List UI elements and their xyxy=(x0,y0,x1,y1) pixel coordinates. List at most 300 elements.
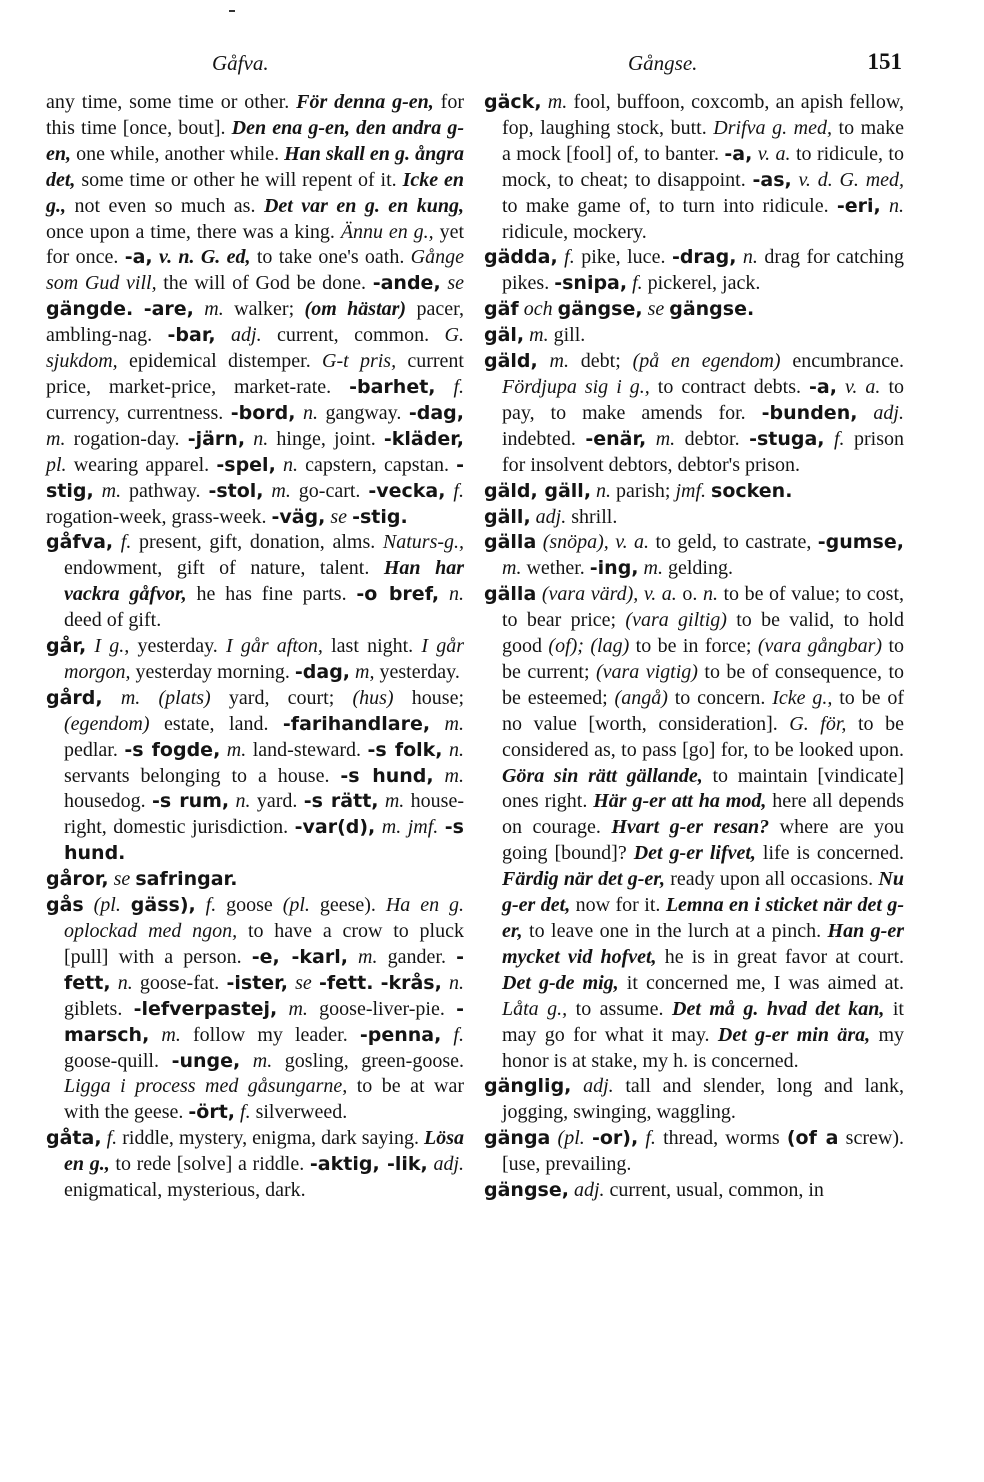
italic-text: f. xyxy=(101,1127,118,1150)
example-phrase: Göra sin rätt gällande, xyxy=(502,764,703,787)
italic-text: v. a. xyxy=(752,142,791,165)
definition-text: to be current; xyxy=(502,635,905,683)
italic-text: m. xyxy=(149,1023,181,1046)
definition-text: to be considered as, to pass [go] for, to be looked upon. xyxy=(502,712,904,761)
italic-text: m. xyxy=(347,945,378,968)
italic-text: n. xyxy=(441,971,464,994)
headword: -eri, xyxy=(836,194,881,217)
definition-text: go-cart. xyxy=(290,479,369,502)
headword: -s folk, xyxy=(367,738,443,761)
italic-text: G. sjukdom, xyxy=(46,324,464,373)
dictionary-entry xyxy=(484,245,904,297)
definition-text: to maintain [vindicate] ones right. xyxy=(502,764,904,813)
italic-text: f. xyxy=(441,1023,464,1046)
definition-text: giblets. xyxy=(64,997,134,1020)
italic-text: I går afton, xyxy=(225,635,323,658)
italic-text: n. xyxy=(880,194,905,217)
headword: -snipa, xyxy=(554,272,628,295)
headword: -as, xyxy=(752,168,792,191)
headword: -o bref, xyxy=(356,583,440,606)
definition-text xyxy=(133,298,143,320)
definition-text: geese). xyxy=(309,894,386,917)
definition-text: gelding. xyxy=(662,557,733,580)
definition-text: current, usual, common, in xyxy=(604,1179,824,1202)
headword: -bar, xyxy=(167,324,216,347)
headword: gäl, xyxy=(484,324,525,347)
headword: -väg, xyxy=(271,505,326,528)
italic-text: se xyxy=(642,298,670,321)
headword: gängse, xyxy=(557,298,643,321)
dictionary-entry xyxy=(484,297,904,323)
italic-text: m. xyxy=(220,738,247,761)
headword: -vecka, xyxy=(368,479,446,502)
italic-text: och xyxy=(518,298,558,321)
dictionary-entry xyxy=(484,323,904,349)
headword: gåfva, xyxy=(46,531,114,554)
definition-text: to contract debts. xyxy=(649,375,810,398)
definition-text: debtor. xyxy=(675,427,750,450)
example-phrase: Det g-de mig, xyxy=(502,971,619,994)
italic-text: (egendom) xyxy=(64,712,150,735)
italic-text: m. xyxy=(277,997,308,1020)
headword: -a, xyxy=(124,246,153,269)
italic-text: (angå) xyxy=(614,686,668,709)
definition-text: pacer, ambling-nag. xyxy=(46,298,464,347)
italic-text: adj. xyxy=(215,324,262,347)
dictionary-entry xyxy=(484,505,904,531)
definition-text: to assume. xyxy=(567,997,673,1020)
italic-text: se xyxy=(325,505,353,528)
definition-text: yesterday. xyxy=(129,635,226,658)
definition-text: to take one's oath. xyxy=(250,246,411,269)
headword: -or), xyxy=(591,1127,639,1150)
headword: gänglig, xyxy=(484,1075,572,1098)
italic-text: G. för, xyxy=(789,712,847,735)
definition-text: last night. xyxy=(322,635,422,658)
italic-text: (vara giltig) xyxy=(625,609,727,632)
example-phrase: För denna g-en, xyxy=(296,91,434,113)
example-phrase: Det g-er min ära, xyxy=(717,1023,871,1046)
definition-text: screw). [use, prevailing. xyxy=(502,1127,904,1176)
italic-text: (plats) xyxy=(158,686,211,709)
definition-text: yesterday morning. xyxy=(130,660,295,683)
headword: -marsch, xyxy=(64,997,464,1046)
italic-text: f. xyxy=(435,375,464,398)
headword: -bunden, xyxy=(761,401,858,424)
italic-text: v. a. xyxy=(836,375,881,398)
italic-text: m. xyxy=(378,790,405,813)
headword: gård, xyxy=(46,686,103,709)
headword: -aktig, -lik, xyxy=(309,1153,428,1176)
definition-text: housedog. xyxy=(64,790,153,813)
italic-text: m. xyxy=(46,427,66,450)
italic-text: m. xyxy=(240,1049,273,1072)
headword: socken. xyxy=(711,479,793,502)
headword: gäld, gäll, xyxy=(484,479,592,502)
definition-text: to make game of, to turn into ridicule. xyxy=(502,194,837,217)
dictionary-entry xyxy=(46,634,464,686)
italic-text: Gånge som Gud vill, xyxy=(46,246,464,295)
headword: -dag, xyxy=(408,401,465,424)
italic-text: n. xyxy=(439,583,464,606)
dictionary-entry xyxy=(46,1126,464,1204)
right-running-head: Gångse. xyxy=(628,51,698,75)
definition-text: to leave one in the lurch at a pinch. xyxy=(522,920,828,942)
italic-text: m. xyxy=(193,298,224,321)
italic-text: n. xyxy=(591,479,612,502)
headword: gälla xyxy=(484,583,537,606)
definition-text: to make a mock [fool] of, to banter. xyxy=(502,116,904,165)
headword: -krås, xyxy=(380,971,442,994)
italic-text: m. xyxy=(638,557,663,580)
italic-text: m, xyxy=(350,660,375,683)
italic-text: n. xyxy=(110,971,133,994)
italic-text: (pl. xyxy=(83,894,131,917)
italic-text: n. xyxy=(275,453,298,476)
definition-text: goose-liver-pie. xyxy=(307,997,457,1020)
italic-text: I g., xyxy=(86,635,130,658)
dictionary-entry xyxy=(46,686,464,867)
example-phrase: Han skall en g. ångra det, xyxy=(46,142,465,191)
italic-text: Ännu en g., xyxy=(340,220,434,243)
dictionary-entry xyxy=(46,867,464,893)
definition-text: yesterday. xyxy=(374,660,460,683)
definition-text: house-right, domestic jurisdiction. xyxy=(64,790,464,839)
italic-text: Naturs-g., xyxy=(382,531,465,554)
headword: -s hund, xyxy=(340,764,434,787)
headword: gängse. xyxy=(669,298,755,321)
dictionary-entry xyxy=(484,582,904,1074)
italic-text: (hus) xyxy=(352,686,394,709)
headword: -dag, xyxy=(294,660,351,683)
italic-text: m. xyxy=(502,557,522,580)
definition-text: ready upon all occasions. xyxy=(665,868,879,891)
definition-text: yard. xyxy=(250,790,304,813)
headword: gänga xyxy=(484,1127,551,1150)
example-phrase: Lemna en i sticket när det g-er, xyxy=(502,894,904,942)
italic-text: Ha en g. oplockad med ngon, xyxy=(64,894,464,942)
italic-text: G-t pris, xyxy=(322,350,397,373)
definition-text: rogation-day. xyxy=(65,427,188,450)
italic-text: (snöpa), xyxy=(536,531,609,554)
italic-text: se xyxy=(287,971,319,994)
headword: safringar. xyxy=(135,868,238,891)
definition-text: to have a crow to pluck [pull] with a person. xyxy=(64,920,464,968)
headword: -drag, xyxy=(671,246,737,269)
headword: (of a xyxy=(786,1127,839,1150)
definition-text: wether. xyxy=(521,557,590,580)
definition-text: silverweed. xyxy=(250,1101,348,1124)
dictionary-entry xyxy=(46,90,464,530)
headword: -a, xyxy=(809,375,837,398)
dictionary-entry xyxy=(484,530,904,582)
definition-text: current price, market-price, market-rate. xyxy=(46,350,464,398)
italic-text: m. xyxy=(263,479,291,502)
headword: -fett, xyxy=(64,945,464,994)
italic-text: m. xyxy=(646,427,676,450)
headword: gåror, xyxy=(46,868,109,891)
italic-text: m. xyxy=(541,91,568,113)
italic-text: n. xyxy=(295,401,318,424)
definition-text: here all depends on courage. xyxy=(502,790,904,839)
definition-text: riddle, mystery, enigma, dark saying. xyxy=(117,1127,425,1150)
definition-text: it may go for what it may. xyxy=(502,997,904,1046)
definition-text: life is concerned. xyxy=(755,842,904,865)
definition-text: deed of gift. xyxy=(64,609,162,632)
definition-text: one while, another while. xyxy=(71,142,285,165)
italic-text: (vara vigtig) xyxy=(595,660,698,683)
headword: -spel, xyxy=(216,453,276,476)
italic-text: n. xyxy=(736,246,758,269)
definition-text: yet for once. xyxy=(46,220,465,269)
definition-text: pedlar. xyxy=(64,738,125,761)
definition-text xyxy=(140,687,158,709)
definition-text: yard, court; xyxy=(210,686,353,709)
italic-text: f. xyxy=(627,272,643,295)
headword: -stig, xyxy=(46,453,465,502)
italic-text: m. xyxy=(524,324,549,347)
definition-text: gander. xyxy=(377,945,457,968)
dictionary-entry xyxy=(484,349,904,479)
headword: -s rätt, xyxy=(303,790,379,813)
example-phrase: Nu g-er det, xyxy=(502,868,904,917)
italic-text: (pl. xyxy=(282,894,310,917)
italic-text: adj. xyxy=(530,505,567,528)
definition-text: it concerned me, I was aimed at. xyxy=(618,971,905,994)
headword: gäll, xyxy=(484,505,531,528)
definition-text: rogation-week, grass-week. xyxy=(46,505,272,528)
italic-text: n. xyxy=(229,790,251,813)
definition-text: o. xyxy=(676,583,703,606)
definition-text: not even so much as. xyxy=(66,194,264,217)
italic-text: n. xyxy=(702,583,718,606)
definition-text: shrill. xyxy=(566,505,618,528)
page-number: 151 xyxy=(867,49,902,74)
definition-text: current, common. xyxy=(261,324,445,347)
definition-text: to be in force; xyxy=(629,635,758,658)
definition-text: tall and slender, long and lank, jogging, swinging, waggling. xyxy=(502,1075,904,1124)
headword: -barhet, xyxy=(349,375,436,398)
italic-text: m. jmf. xyxy=(375,816,439,839)
headword: -järn, xyxy=(187,427,246,450)
definition-text: my honor is at stake, my h. is concerned. xyxy=(502,1023,904,1072)
italic-text: (of); (lag) xyxy=(548,635,630,658)
definition-text: gosling, green-goose. xyxy=(272,1049,464,1072)
headword: -gumse, xyxy=(817,531,904,554)
definition-text: walker; xyxy=(223,298,305,321)
headword: gäss), xyxy=(130,894,196,917)
italic-text: f. xyxy=(557,246,575,269)
example-phrase: Lösa en g., xyxy=(64,1127,465,1176)
italic-text: f. xyxy=(824,427,845,450)
example-phrase: v. n. G. ed, xyxy=(152,246,251,269)
headword: -kläder, xyxy=(383,427,465,450)
definition-text: any time, some time or other. xyxy=(46,91,297,113)
definition-text: to be valid, to hold good xyxy=(502,609,904,658)
headword: -bord, xyxy=(230,401,296,424)
dictionary-entry xyxy=(484,479,904,505)
headword: gäf xyxy=(484,298,519,321)
italic-text: f. xyxy=(638,1127,656,1150)
italic-text: Fördjupa sig i g., xyxy=(502,375,650,398)
definition-text: debt; xyxy=(569,350,633,373)
italic-text: m. xyxy=(102,686,141,709)
definition-text: land-steward. xyxy=(246,738,368,761)
definition-text: the will of God be done. xyxy=(156,272,373,295)
definition-text: currency, currentness. xyxy=(46,401,231,424)
example-phrase: Här g-er att ha mod, xyxy=(593,790,767,813)
definition-text: enigmatical, mysterious, dark. xyxy=(64,1179,306,1202)
headword: -stig. xyxy=(352,505,408,528)
definition-text: hinge, joint. xyxy=(268,427,384,450)
definition-text: encumbrance. xyxy=(780,350,904,373)
definition-text: to rede [solve] a riddle. xyxy=(109,1153,310,1176)
definition-text: capstern, capstan. xyxy=(297,453,457,476)
headword: -farihandlare, xyxy=(282,712,431,735)
italic-text: (pl. xyxy=(550,1127,592,1150)
definition-text: some time or other he will repent of it. xyxy=(75,168,403,191)
definition-text: gangway. xyxy=(317,401,409,424)
definition-text: epidemical distemper. xyxy=(117,350,323,373)
dictionary-entry xyxy=(46,530,464,634)
headword: gälla xyxy=(484,531,537,554)
example-phrase: Han har vackra gåfvor, xyxy=(64,557,465,606)
definition-text: gill. xyxy=(548,324,586,347)
definition-text: to geld, to castrate, xyxy=(649,531,818,554)
definition-text: goose xyxy=(216,894,283,917)
italic-text: adj. xyxy=(568,1179,605,1202)
headword: -lefverpastej, xyxy=(133,997,278,1020)
headword: -unge, xyxy=(171,1049,241,1072)
headword: -ing, xyxy=(589,557,639,580)
italic-text: (på en egendom) xyxy=(632,350,781,373)
dictionary-entry xyxy=(484,90,904,245)
definition-text: to be of value; to cost, to bear price; xyxy=(502,583,905,632)
dictionary-entry xyxy=(46,893,464,1126)
example-phrase: Hvart g-er resan? xyxy=(611,816,770,839)
example-phrase: Den ena g-en, den andra g-en, xyxy=(46,116,465,165)
example-phrase: Det g-er lifvet, xyxy=(633,842,756,865)
italic-text: n. xyxy=(442,738,465,761)
headword: -s rum, xyxy=(152,790,230,813)
headword: gängse, xyxy=(484,1179,569,1202)
italic-text: adj. xyxy=(427,1153,465,1176)
headword: -s hund. xyxy=(64,816,464,865)
example-phrase: (om hästar) xyxy=(304,298,407,321)
definition-text xyxy=(373,972,380,994)
definition-text: goose-quill. xyxy=(64,1049,172,1072)
italic-text: v. d. G. med, xyxy=(791,168,905,191)
dictionary-entry xyxy=(484,1126,904,1178)
italic-text: (vara gångbar) xyxy=(757,635,883,658)
headword: -e, -karl, xyxy=(251,945,348,968)
headword: -a, xyxy=(724,142,753,165)
headword: gäld, xyxy=(484,350,538,373)
left-running-head: Gåfva. xyxy=(212,51,269,75)
italic-text: m. xyxy=(433,764,464,787)
example-phrase: Det var en g. en kung, xyxy=(263,194,465,217)
headword: gäck, xyxy=(484,91,542,113)
definition-text: he has fine parts. xyxy=(186,583,357,606)
definition-text: ridicule, mockery. xyxy=(502,220,647,243)
definition-text: estate, land. xyxy=(149,712,283,735)
definition-text: he is in great favor at court. xyxy=(656,945,905,968)
italic-text: v. a. xyxy=(608,531,650,554)
headword: -stuga, xyxy=(749,427,825,450)
headword: gåta, xyxy=(46,1127,102,1150)
definition-text: where are you going [bound]? xyxy=(502,816,904,865)
italic-text: f. xyxy=(445,479,464,502)
example-phrase: Färdig när det g-er, xyxy=(502,868,665,891)
italic-text: f. xyxy=(195,894,217,917)
headword: gås xyxy=(46,894,84,917)
italic-text: Drifva g. med, xyxy=(713,116,832,139)
headword: -penna, xyxy=(359,1023,442,1046)
definition-text: parish; xyxy=(611,479,676,502)
definition-text: pathway. xyxy=(121,479,209,502)
italic-text: v. a. xyxy=(638,583,677,606)
definition-text: present, gift, donation, alms. xyxy=(131,531,383,554)
italic-text: I går morgon, xyxy=(64,635,465,683)
headword: -ister, xyxy=(226,971,288,994)
example-phrase: Icke en g., xyxy=(46,168,464,217)
definition-text: house; xyxy=(393,686,465,709)
ink-mark xyxy=(229,10,235,12)
headword: -s fogde, xyxy=(124,738,221,761)
headword: -stol, xyxy=(208,479,264,502)
italic-text: Icke g., xyxy=(772,686,833,709)
italic-text: Låta g., xyxy=(502,997,568,1020)
definition-text: goose-fat. xyxy=(132,971,227,994)
italic-text: adj. xyxy=(857,401,904,424)
definition-text: for this time [once, bout]. xyxy=(46,91,464,139)
definition-text: now for it. xyxy=(570,894,666,917)
definition-text: endowment, gift of nature, talent. xyxy=(64,557,384,580)
headword: gängde. xyxy=(46,298,134,321)
definition-text: prison for insolvent debtors, debtor's prison. xyxy=(502,427,904,476)
headword: -ande, xyxy=(372,272,441,295)
italic-text: jmf. xyxy=(675,479,707,502)
headword: går, xyxy=(46,635,87,658)
definition-text: to be of no value [worth, consideration]. xyxy=(502,686,904,735)
right-column xyxy=(484,90,904,1204)
italic-text: n. xyxy=(245,427,269,450)
italic-text: (vara värd), xyxy=(536,583,639,606)
italic-text: se xyxy=(440,272,465,295)
dictionary-entry xyxy=(484,1074,904,1126)
dictionary-entry xyxy=(484,1178,904,1204)
definition-text: indebted. xyxy=(502,427,586,450)
definition-text: pike, luce. xyxy=(574,246,672,269)
definition-text: fool, buffoon, coxcomb, an apish fellow, fop, laughing stock, butt. xyxy=(502,91,905,139)
headword: gädda, xyxy=(484,246,558,269)
headword: -var(d), xyxy=(294,816,376,839)
headword: -fett. xyxy=(318,971,374,994)
headword: -enär, xyxy=(585,427,647,450)
headword: -ört, xyxy=(188,1101,236,1124)
italic-text: pl. xyxy=(46,453,67,476)
definition-text: to be at war with the geese. xyxy=(64,1075,464,1124)
italic-text: f. xyxy=(235,1101,251,1124)
italic-text: m. xyxy=(93,479,122,502)
italic-text: adj. xyxy=(571,1075,614,1098)
definition-text: drag for catching pikes. xyxy=(502,246,905,295)
example-phrase: Det må g. hvad det kan, xyxy=(672,997,885,1020)
definition-text: servants belonging to a house. xyxy=(64,764,341,787)
definition-text: thread, worms xyxy=(655,1127,787,1150)
italic-text: se xyxy=(108,868,136,891)
definition-text: to ridicule, to mock, to cheat; to disappoint. xyxy=(502,142,904,191)
